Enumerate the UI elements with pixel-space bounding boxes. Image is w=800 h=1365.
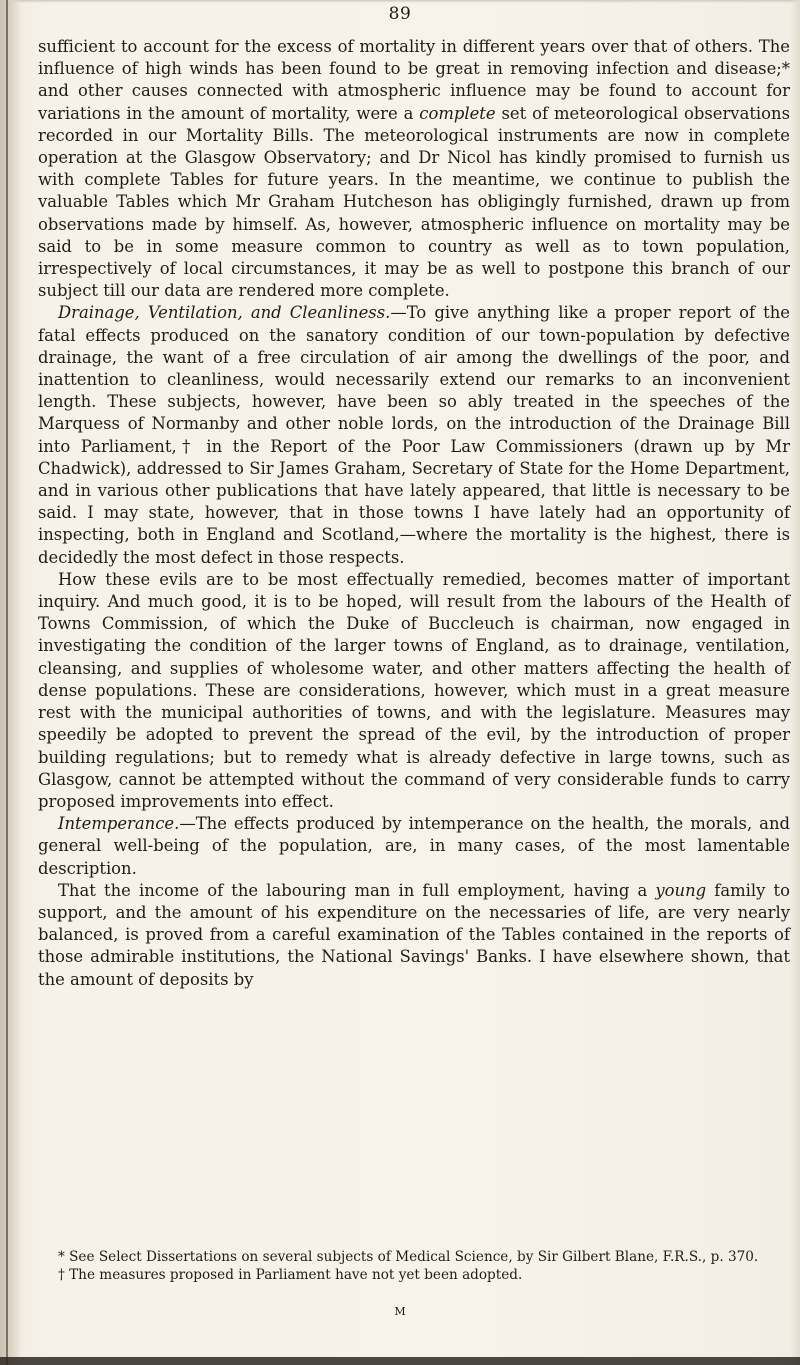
paragraph-text: That the income of the labouring man in full employment, having a xyxy=(58,880,656,900)
emphasized-word: complete xyxy=(419,103,496,123)
footnotes xyxy=(38,1248,790,1284)
printer-signature-mark: M xyxy=(394,1305,406,1318)
section-heading-intemperance: Intemperance. xyxy=(58,814,180,834)
page-edge-shadow xyxy=(790,0,800,1365)
paragraph-drainage xyxy=(38,302,790,568)
paragraph-remedies xyxy=(38,569,790,813)
paragraph-income xyxy=(38,880,790,991)
paragraph-intemperance xyxy=(38,813,790,880)
paragraph-atmospheric-influence xyxy=(38,36,790,302)
main-text xyxy=(38,36,790,991)
paragraph-text: How these evils are to be most effectually remedied, becomes matter of important inquiry. And much good, it is to be hoped, will result from the labours of the Health of Towns Commission, of which the Duke of Buccleuch is chairman, now engaged in investigating the condition of the larger towns of England, as to drainage, ventilation, cleansing, and supplies of wholesome water, and other matters affecting the health of dense populations. These are considerations, however, which must in a great measure rest with the municipal authorities of towns, and with the legislature. Measures may speedily be adopted to prevent the spread of the evil, by the introduction of proper building regulations; but to remedy what is already defective in large towns, such as Glasgow, cannot be attempted without the command of very considerable funds to carry proposed improvements into effect. xyxy=(38,569,790,811)
emphasized-word: young xyxy=(655,880,707,900)
page-top-shadow xyxy=(0,0,800,3)
paragraph-text: set of meteorological observations recorded in our Mortality Bills. The meteorological instruments are now in complete operation at the Glasgow Observatory; and Dr Nicol has kindly promised to furnish us with complete Tables for future years. In the meantime, we continue to publish the valuable Tables which Mr Graham Hutcheson has obligingly furnished, drawn up from observations made by himself. As, however, atmospheric influence on mortality may be said to be in some measure common to country as well as to town population, irrespectively of local circumstances, it may be as well to postpone this branch of our subject till our data are rendered more complete. xyxy=(38,103,790,301)
page-number: 89 xyxy=(388,4,412,24)
page-bottom-edge xyxy=(0,1357,800,1365)
paragraph-text: —The effects produced by intemperance on the health, the morals, and general well-being of the population, are, in many cases, of the most lamentable description. xyxy=(38,814,790,878)
binding-line xyxy=(6,0,8,1365)
binding-gutter xyxy=(0,0,22,1365)
footnote-dagger: † The measures proposed in Parliament have not yet been adopted. xyxy=(58,1267,523,1283)
footnote-asterisk: * See Select Dissertations on several subjects of Medical Science, by Sir Gilbert Blane, F.R.S., p. 370. xyxy=(58,1249,759,1265)
paragraph-text: family to support, and the amount of his expenditure on the necessaries of life, are very nearly balanced, is proved from a careful examination of the Tables contained in the reports of those admirable institutions, the National Savings' Banks. I have elsewhere shown, that the amount of deposits by xyxy=(38,880,790,989)
paragraph-text: —To give anything like a proper report of the fatal effects produced on the sanatory condition of our town-population by defective drainage, the want of a free circulation of air among the dwellings of the poor, and inattention to cleanliness, would necessarily extend our remarks to an inconvenient length. These subjects, however, have been so ably treated in the speeches of the Marquess of Normanby and other noble lords, on the introduction of the Drainage Bill into Parliament,† in the Report of the Poor Law Commissioners (drawn up by Mr Chadwick), addressed to Sir James Graham, Secretary of State for the Home Department, and in various other publications that have lately appeared, that little is necessary to be said. I may state, however, that in those towns I have lately had an opportunity of inspecting, both in England and Scotland,—where the mortality is the highest, there is decidedly the most defect in those respects. xyxy=(38,303,790,567)
paragraph-text: sufficient to account for the excess of mortality in different years over that of others. The influence of high winds has been found to be great in removing infection and disease;* and other causes connected with atmospheric influence may be found to account for variations in the amount of mortality, were a xyxy=(38,37,790,123)
section-heading-drainage: Drainage, Ventilation, and Cleanliness. xyxy=(58,303,391,323)
